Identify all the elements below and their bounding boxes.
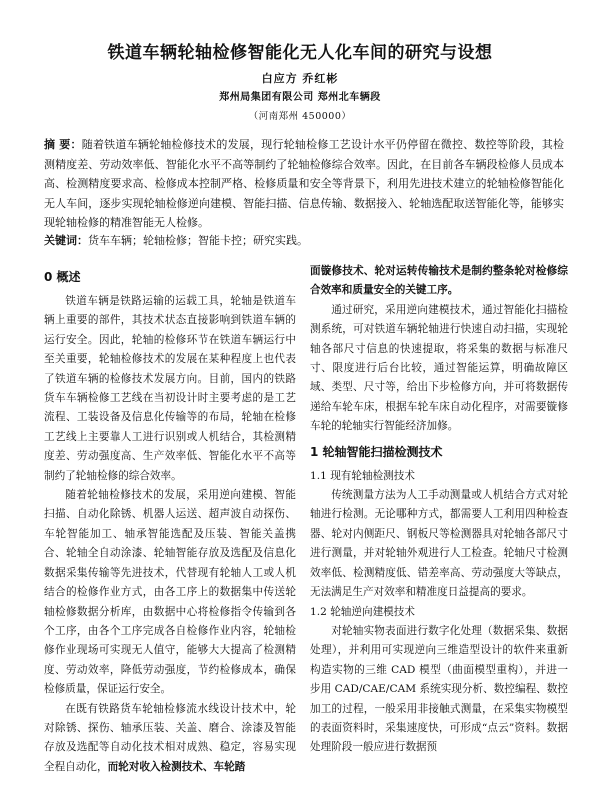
paragraph-text: 在既有铁路货车轮轴检修流水线设计技术中，轮对除锈、探伤、轴承压装、关盖、磨合、涂漆及智能存放及选配等自动化技术相对成熟、稳定，容易实现全程自动化， <box>44 702 296 773</box>
paragraph-bold-continuation: 面镟修技术、轮对运转传输技术是制约整条轮对检修综合效率和质量安全的关键工序。 <box>310 265 568 297</box>
authors: 白应方 乔红彬 <box>261 72 339 85</box>
keywords-label: 关键词： <box>44 234 88 247</box>
abstract-label: 摘 要： <box>44 138 82 151</box>
keywords <box>44 233 564 249</box>
section-heading-overview: 0 概述 <box>44 270 81 284</box>
paragraph: 铁道车辆是铁路运输的运载工具，轮轴是铁道车辆上重要的部件，其技术状态直接影响到铁道车辆的运行安全。因此，轮轴的检修环节在铁道车辆运行中至关重要，轮轴检修技术的发展在某种程度上也代表了铁道车辆的检修技术发展方向。目前，国内的铁路货车车辆检修工艺线在当初设计时主要考虑的是工艺流程、工装设备及信息化传输等的布局，轮轴在检修工艺线上主要靠人工进行识别或人机结合，其检测精度差、劳动强度高、生产效率低、智能化水平不高等制约了轮轴检修的综合效率。 <box>44 295 296 482</box>
abstract-text: 随着铁道车辆轮轴检修技术的发展，现行轮轴检修工艺设计水平仍停留在微控、数控等阶段，其检测精度差、劳动效率低、智能化水平不高等制约了轮轴检修综合效率。因此，在目前各车辆段检修人员成本高、检测精度要求高、检修成本控制严格、检修质量和安全等背景下，利用先进技术建立的轮轴检修智能化无人车间，逐步实现轮轴检修逆向建模、智能扫描、信息传输、数据接入、轮轴选配取送智能化等，能够实现轮轴检修的精准智能无人检修。 <box>44 138 564 230</box>
right-column <box>310 262 568 758</box>
paragraph: 通过研究，采用逆向建模技术，通过智能化扫描检测系统，可对铁道车辆轮轴进行快速自动扫描，实现轮轴各部尺寸信息的快速提取，将采集的数据与标准尺寸、限度进行后台比较，通过智能运算，明确故障区域、类型、尺寸等，给出下步检修方向，并可将数据传递给车轮车床，根据车轮车床自动化程序，对需要镟修车轮的轮轴实行智能经济加修。 <box>310 303 568 433</box>
affiliation: 郑州局集团有限公司 郑州北车辆段 <box>219 92 381 103</box>
abstract <box>44 135 564 233</box>
left-column <box>44 262 296 777</box>
paragraph: 随着轮轴检修技术的发展，采用逆向建模、智能扫描、自动化除锈、机器人运送、超声波自动探伤、车轮智能加工、轴承智能选配及压装、智能关盖携合、轮轴全自动涂漆、轮轴智能存放及选配及信息化数据采集传输等先进技术，代替现有轮轴人工或人机结合的检修作业方式，由各工序上的数据集中传送轮轴检修数据分析库，由数据中心将检修指令传输到各个工序，由各个工序完成各自检修作业内容，轮轴检修作业现场可实现无人值守，能够大大提高了检测精度、劳动效率，降低劳动强度，节约检修成本，确保检修质量，保证运行安全。 <box>44 489 296 696</box>
paragraph: 对轮轴实物表面进行数字化处理（数据采集、数据处理），并利用可实现逆向三维造型设计的软件来重新构造实物的三维 CAD 模型（曲面模型重构），并进一步用 CAD/CAE/CAM 系统实现分析、数控编程、数控加工的过程，一般采用非接触式测量，在采集实物模型的表面资料时，采集速度快，可形成“点云”资料。数据处理阶段一般应进行数据预 <box>310 624 568 754</box>
paragraph-bold-text: 而轮对收入检测技术、车轮踏 <box>107 760 246 773</box>
address: （河南郑州 450000） <box>248 111 352 122</box>
subsection-heading: 1.1 现有轮轴检测技术 <box>310 469 415 482</box>
paragraph <box>44 700 296 778</box>
keywords-text: 货车车辆；轮轴检修；智能卡控；研究实践。 <box>88 234 308 247</box>
subsection-heading: 1.2 轮轴逆向建模技术 <box>310 605 415 618</box>
paper-title: 铁道车辆轮轴检修智能化无人化车间的研究与设想 <box>107 43 493 63</box>
paragraph: 传统测量方法为人工手动测量或人机结合方式对轮轴进行检测。无论哪种方式，都需要人工利用四种检查器、轮对内侧距尺、钢板尺等检测器具对轮轴各部尺寸进行测量，并对轮轴外观进行人工检查。轮轴尺寸检测效率低、检测精度低、错差率高、劳动强度大等缺点，无法满足生产对效率和精准度日益提高的要求。 <box>310 489 568 599</box>
section-heading-scanning: 1 轮轴智能扫描检测技术 <box>310 444 443 459</box>
